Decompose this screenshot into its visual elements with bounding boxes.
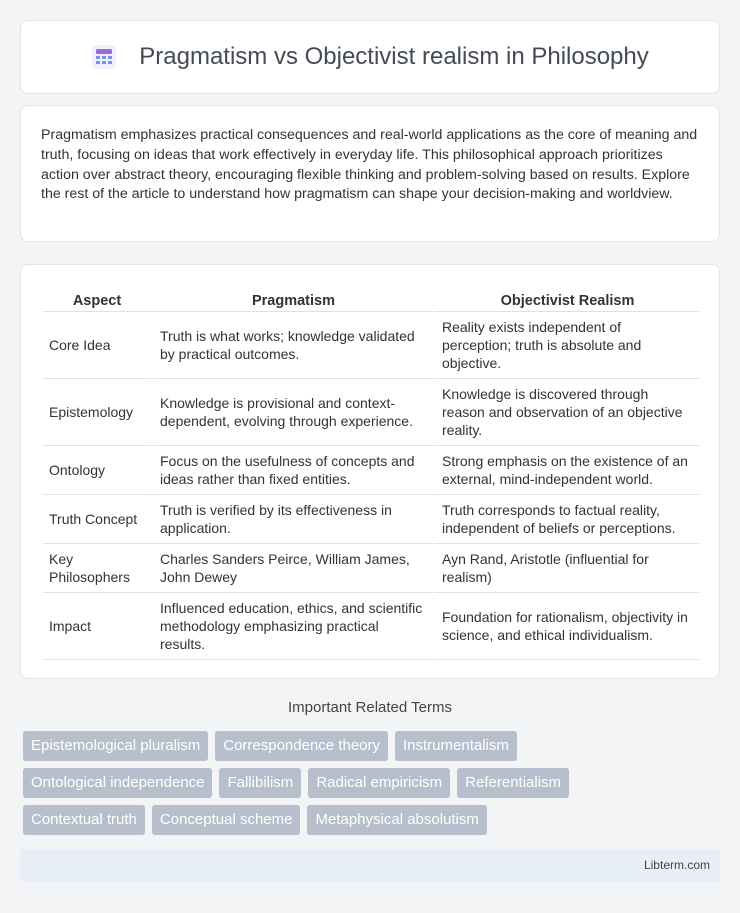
table-cell-objectivist: Strong emphasis on the existence of an external, mind-independent world. — [433, 446, 699, 495]
intro-card — [20, 105, 720, 242]
footer — [20, 849, 720, 882]
related-terms-title: Important Related Terms — [288, 699, 452, 716]
column-header-pragmatism: Pragmatism — [151, 283, 433, 312]
intro-paragraph: Pragmatism emphasizes practical consequences and real-world applications as the core of meaning and truth, focusing on ideas that work effectively in everyday life. This philosophical approach prioritizes action over abstract theory, encouraging flexible thinking and problem-solving based on results. Explore the rest of the article to understand how pragmatism can shape your decision-making and worldview. — [41, 127, 698, 203]
tag-referentialism[interactable]: Referentialism — [457, 768, 569, 798]
table-cell-aspect: Ontology — [43, 446, 151, 495]
footer-site-link[interactable]: Libterm.com — [643, 858, 710, 872]
table-cell-pragmatism: Truth is verified by its effectiveness in application. — [151, 495, 433, 544]
table-row — [43, 446, 699, 495]
tag-ontological-independence[interactable]: Ontological independence — [23, 768, 212, 798]
table-cell-objectivist: Foundation for rationalism, objectivity in science, and ethical individualism. — [433, 593, 699, 660]
table-row — [43, 593, 699, 660]
table-row — [43, 495, 699, 544]
tag-metaphysical-absolutism[interactable]: Metaphysical absolutism — [307, 805, 486, 835]
table-cell-pragmatism: Influenced education, ethics, and scientific methodology emphasizing practical results. — [151, 593, 433, 660]
table-cell-aspect: Truth Concept — [43, 495, 151, 544]
tag-fallibilism[interactable]: Fallibilism — [219, 768, 301, 798]
table-cell-aspect: Key Philosophers — [43, 544, 151, 593]
table-cell-pragmatism: Knowledge is provisional and context-dependent, evolving through experience. — [151, 379, 433, 446]
calendar-icon — [91, 44, 117, 70]
column-header-aspect: Aspect — [43, 283, 151, 312]
tag-instrumentalism[interactable]: Instrumentalism — [395, 731, 517, 761]
tag-epistemological-pluralism[interactable]: Epistemological pluralism — [23, 731, 208, 761]
tag-row — [23, 731, 723, 761]
tag-row — [23, 768, 723, 798]
table-row — [43, 379, 699, 446]
related-terms-list — [23, 731, 723, 842]
table-row — [43, 312, 699, 379]
header-card — [20, 20, 720, 94]
table-header-row — [43, 283, 699, 312]
comparison-table-card — [20, 264, 720, 679]
table-cell-pragmatism: Charles Sanders Peirce, William James, John Dewey — [151, 544, 433, 593]
comparison-table — [43, 283, 699, 660]
table-cell-aspect: Impact — [43, 593, 151, 660]
tag-row — [23, 805, 723, 835]
column-header-objectivist-realism: Objectivist Realism — [433, 283, 699, 312]
table-cell-objectivist: Reality exists independent of perception; truth is absolute and objective. — [433, 312, 699, 379]
tag-conceptual-scheme[interactable]: Conceptual scheme — [152, 805, 301, 835]
table-cell-aspect: Epistemology — [43, 379, 151, 446]
table-cell-objectivist: Truth corresponds to factual reality, independent of beliefs or perceptions. — [433, 495, 699, 544]
table-row — [43, 544, 699, 593]
tag-contextual-truth[interactable]: Contextual truth — [23, 805, 145, 835]
tag-correspondence-theory[interactable]: Correspondence theory — [215, 731, 388, 761]
table-cell-pragmatism: Truth is what works; knowledge validated by practical outcomes. — [151, 312, 433, 379]
tag-radical-empiricism[interactable]: Radical empiricism — [308, 768, 450, 798]
table-cell-pragmatism: Focus on the usefulness of concepts and ideas rather than fixed entities. — [151, 446, 433, 495]
table-cell-objectivist: Ayn Rand, Aristotle (influential for realism) — [433, 544, 699, 593]
table-cell-objectivist: Knowledge is discovered through reason and observation of an objective reality. — [433, 379, 699, 446]
page-title: Pragmatism vs Objectivist realism in Philosophy — [139, 43, 649, 70]
table-cell-aspect: Core Idea — [43, 312, 151, 379]
